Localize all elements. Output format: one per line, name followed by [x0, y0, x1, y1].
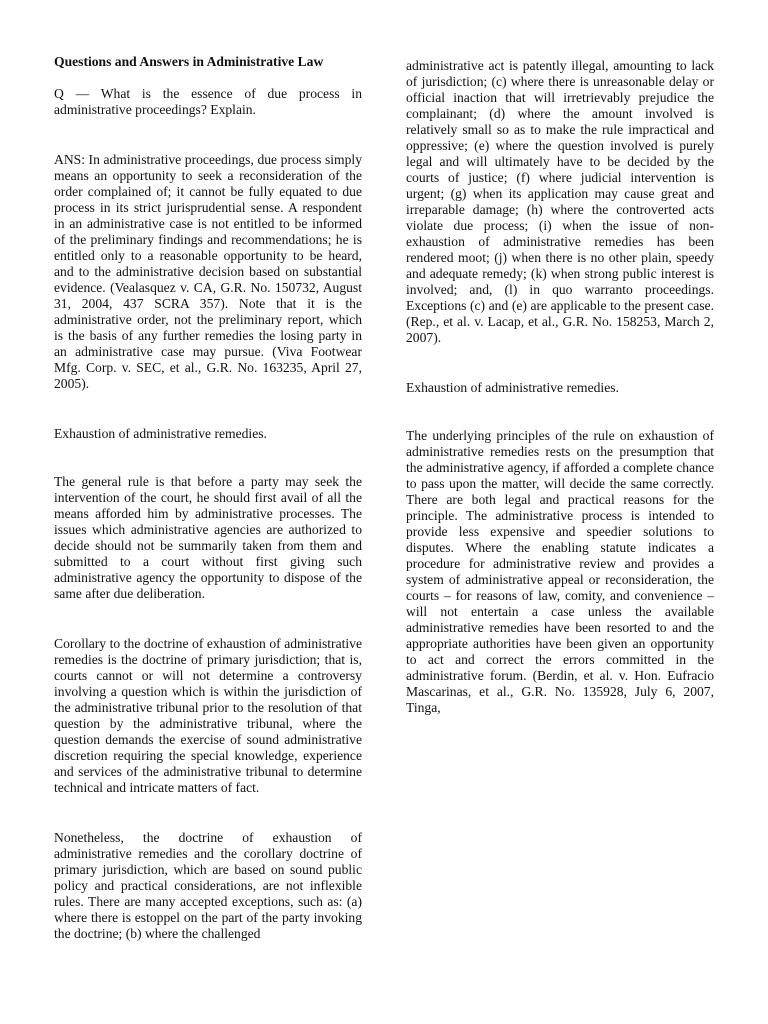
exceptions-paragraph-start: Nonetheless, the doctrine of exhaustion of administrative remedies and the corollary doctrine of primary jurisdiction, which are based on sound public policy and practical considerations, are not inflexible rules. There are many accepted exceptions, such as: (a) where there is estoppel on the part of the party invoking the doctrine; (b) where the challenged: [54, 830, 362, 941]
question-paragraph: Q — What is the essence of due process in administrative proceedings? Explain.: [54, 86, 362, 117]
left-column: [54, 54, 362, 976]
document-title: Questions and Answers in Administrative Law: [54, 54, 324, 69]
exceptions-paragraph-continued: administrative act is patently illegal, amounting to lack of jurisdiction; (c) where there is unreasonable delay or official inaction that will irretrievably prejudice the complainant; (d) where the amount involved is relatively small so as to make the rule impractical and oppressive; (e) where the question involved is purely legal and will ultimately have to be decided by the courts of justice; (f) where judicial intervention is urgent; (g) when its application may cause great and irreparable damage; (h) where the controverted acts violate due process; (i) when the issue of non-exhaustion of administrative remedies has been rendered moot; (j) when there is no other plain, speedy and adequate remedy; (k) when strong public interest is involved; and, (l) in quo warranto proceedings. Exceptions (c) and (e) are applicable to the present case. (Rep., et al. v. Lacap, et al., G.R. No. 158253, March 2, 2007).: [406, 58, 714, 345]
answer-paragraph: ANS: In administrative proceedings, due process simply means an opportunity to seek a reconsideration of the order complained of; it cannot be fully equated to due process in its strict jurisprudential sense. A respondent in an administrative case is not entitled to be informed of the preliminary findings and recommendations; he is entitled only to a reasonable opportunity to be heard, and to the administrative decision based on substantial evidence. (Vealasquez v. CA, G.R. No. 150732, August 31, 2004, 437 SCRA 357). Note that it is the administrative order, not the preliminary report, which is the basis of any further remedies the losing party in an administrative case may pursue. (Viva Footwear Mfg. Corp. v. SEC, et al., G.R. No. 163235, April 27, 2005).: [54, 152, 362, 391]
section-heading-exhaustion: Exhaustion of administrative remedies.: [54, 426, 267, 441]
section-heading-exhaustion-2: Exhaustion of administrative remedies.: [406, 380, 619, 395]
corollary-paragraph: Corollary to the doctrine of exhaustion of administrative remedies is the doctrine of primary jurisdiction; that is, courts cannot or will not determine a controversy involving a question which is within the jurisdiction of the administrative tribunal prior to the resolution of that question by the administrative tribunal, where the question demands the exercise of sound administrative discretion requiring the special knowledge, experience and services of the administrative tribunal to determine technical and intricate matters of fact.: [54, 636, 362, 795]
general-rule-paragraph: The general rule is that before a party may seek the intervention of the court, he should first avail of all the means afforded him by administrative processes. The issues which administrative agencies are authorized to decide should not be summarily taken from them and submitted to a court without first giving such administrative agency the opportunity to dispose of the same after due deliberation.: [54, 474, 362, 601]
underlying-principles-paragraph: The underlying principles of the rule on exhaustion of administrative remedies rests on the presumption that the administrative agency, if afforded a complete chance to pass upon the matter, will decide the same correctly. There are both legal and practical reasons for the principle. The administrative process is intended to provide less expensive and speedier solutions to disputes. Where the enabling statute indicates a procedure for administrative review and provides a system of administrative appeal or reconsideration, the courts – for reasons of law, comity, and convenience – will not entertain a case unless the available administrative remedies have been resorted to and the appropriate authorities have been given an opportunity to act and correct the errors committed in the administrative forum. (Berdin, et al. v. Hon. Eufracio Mascarinas, et al., G.R. No. 135928, July 6, 2007, Tinga,: [406, 428, 714, 715]
right-column: [406, 58, 714, 750]
